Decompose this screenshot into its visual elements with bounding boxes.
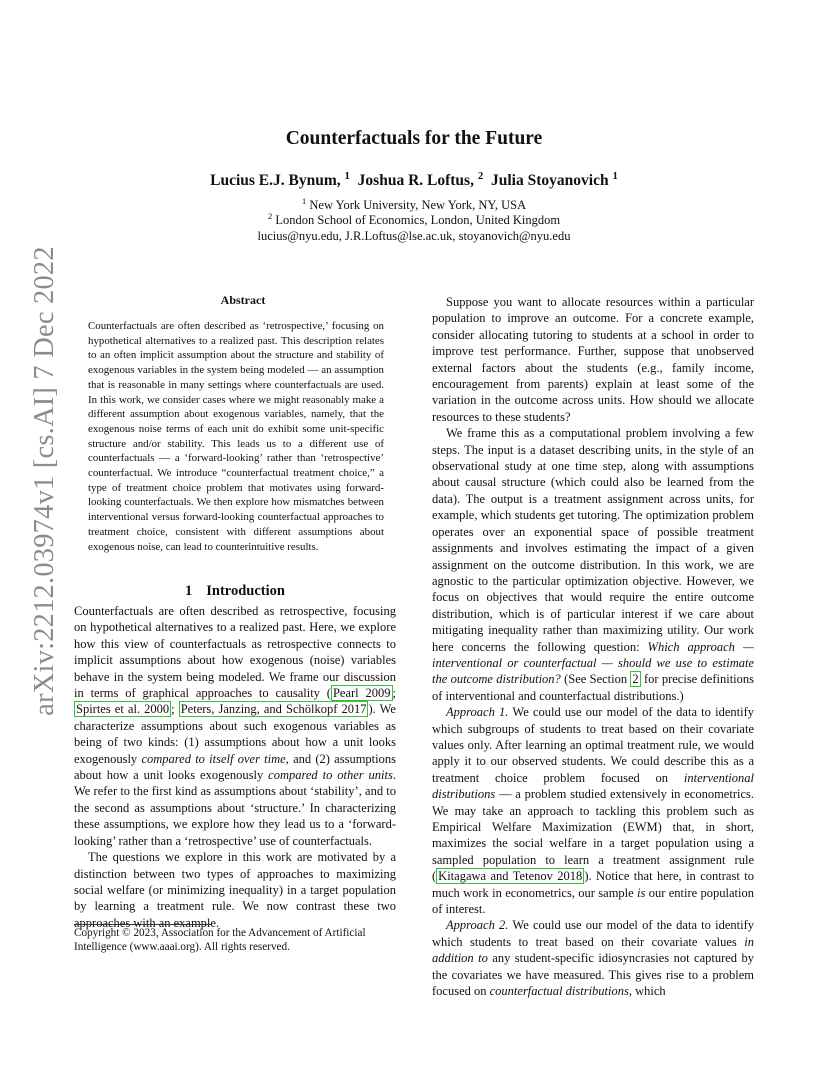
- section-title: Introduction: [206, 583, 285, 599]
- author-name: Joshua R. Loftus,: [357, 172, 474, 189]
- affiliation-text: London School of Economics, London, United Kingdom: [275, 213, 561, 227]
- citation-link[interactable]: Peters, Janzing, and Schölkopf 2017: [180, 702, 367, 717]
- author-name: Lucius E.J. Bynum,: [210, 172, 341, 189]
- arxiv-side-stamp: arXiv:2212.03974v1 [cs.AI] 7 Dec 2022: [29, 246, 60, 716]
- author-name: Julia Stoyanovich: [491, 172, 609, 189]
- author-emails: lucius@nyu.edu, J.R.Loftus@lse.ac.uk, stoyanovich@nyu.edu: [257, 229, 571, 243]
- affiliation-line: [0, 212, 828, 228]
- author-list: [0, 169, 828, 190]
- citation-link[interactable]: Spirtes et al. 2000: [76, 702, 170, 717]
- paragraph: Counterfactuals are often described as retrospective, focusing on hypothetical alternatives to a realized past. Here, we explore how this view of counterfactuals as retrospective connects to implicit assumptions about how exogenous (noise) variables behave in the system being modeled. We frame our discussion in terms of graphical approaches to causality ( Pearl 2009 ; Spirtes et al. 2000 ; Peters, Janzing, and Schölkopf 2017 ). We characterize assumptions about such exogenous variables as being of two kinds: (1) assumptions about how a unit looks exogenously compared to itself over time, and (2) assumptions about how a unit looks exogenously compared to other units. We refer to the first kind as assumptions about ‘stability’, and to the second as assumptions about ‘structure.’ In characterizing these assumptions, we explore how they lead us to a ‘forward-looking’ rather than a ‘retrospective’ use of counterfactuals.: [74, 604, 396, 848]
- paragraph: The questions we explore in this work are motivated by a distinction between two types of approaches to maximizing social welfare (or minimizing inequality) in a target population by learning a treatment rule. We now contrast these two approaches with an example.: [74, 850, 396, 930]
- citation-link[interactable]: Pearl 2009: [332, 686, 391, 701]
- section-number: 1: [185, 583, 193, 599]
- paragraph: Suppose you want to allocate resources within a particular population to improve an outcome. For a concrete example, consider allocating tutoring to students at a school in order to improve test performance. Further, suppose that unobserved external factors about the students (e.g., family income, encouragement from parents) explain at least some of the variation in the outcome across units. How should we allocate resources to these students?: [432, 295, 754, 424]
- abstract-heading: Abstract: [220, 293, 266, 307]
- affil-mark: 1: [301, 195, 307, 206]
- copyright-footnote: Copyright © 2023, Association for the Advancement of Artificial Intelligence (www.aaai.org). All rights reserved.: [74, 927, 366, 953]
- citation-link[interactable]: Kitagawa and Tetenov 2018: [438, 869, 583, 884]
- author-affil-mark: 2: [477, 169, 484, 182]
- paper-title: Counterfactuals for the Future: [285, 128, 543, 149]
- author-affil-mark: 1: [344, 169, 350, 182]
- affil-mark: 2: [267, 210, 273, 221]
- section-ref-link[interactable]: 2: [632, 672, 639, 687]
- right-column-body: [432, 294, 754, 999]
- abstract-text: Counterfactuals are often described as ‘retrospective,’ focusing on hypothetical alternatives to a realized past. This description relates to an often implicit assumption about the structure and stability of exogenous variables in the system being modeled — an assumption that is reasonable in many settings where counterfactuals are used. In this work, we consider cases where we might reasonably make a different assumption about exogenous variables, namely, that the exogenous noise terms of each unit do exhibit some unit-specific structure and/or stability. This leads us to a different use of counterfactuals — a ‘forward-looking’ rather than ‘retrospective’ counterfactual. We introduce “counterfactual treatment choice,” a type of treatment choice problem that motivates using forward-looking counterfactuals. We then explore how mismatches between interventional versus forward-looking counterfactual approaches to treatment choice, consistent with different assumptions about exogenous noise, can lead to counterintuitive results.: [88, 320, 384, 553]
- affiliation-text: New York University, New York, NY, USA: [309, 198, 527, 212]
- paragraph: Approach 2. We could use our model of the data to identify which students to treat based on their covariate values in addition to any student-specific idiosyncrasies not captured by the covariates we have measured. This gives rise to a problem focused on counterfactual distributions, which: [432, 918, 754, 999]
- footnote-rule: [74, 924, 212, 925]
- section-heading-introduction: [74, 583, 396, 600]
- left-column-body: [74, 603, 396, 931]
- paragraph: Approach 1. We could use our model of the data to identify which subgroups of students to treat based on their covariate values only. After learning an optimal treatment rule, we would apply it to our observed students. We could describe this as a treatment choice problem focused on interventional distributions — a problem studied extensively in econometrics. We may take an approach to tackling this problem such as Empirical Welfare Maximization (EWM) that, in short, maximizes the social welfare in a target population using a sampled population to learn a treatment assignment rule ( Kitagawa and Tetenov 2018 ). Notice that here, in contrast to much work in econometrics, our sample is our entire population of interest.: [432, 705, 754, 917]
- paragraph: We frame this as a computational problem involving a few steps. The input is a dataset describing units, in the style of an observational study at one time step, along with assumptions about causal structure (which could also be learned from the data). The output is a treatment assignment across units, for example, which students get tutoring. The optimization problem operates over an exponential space of possible treatment assignments and involves estimating the impact of a given assignment on the outcome distribution. In this work, we are agnostic to the particular optimization objective. However, we focus on objectives that would require the entire outcome distribution, which is of particular interest if we care about mitigating inequality rather than maximizing utility. Our work here concerns the following question: Which approach — interventional or counterfactual — should we use to estimate the outcome distribution? (See Section 2 for precise definitions of interventional and counterfactual distributions.): [432, 426, 754, 703]
- author-affil-mark: 1: [612, 169, 618, 182]
- affiliation-line: [0, 197, 828, 213]
